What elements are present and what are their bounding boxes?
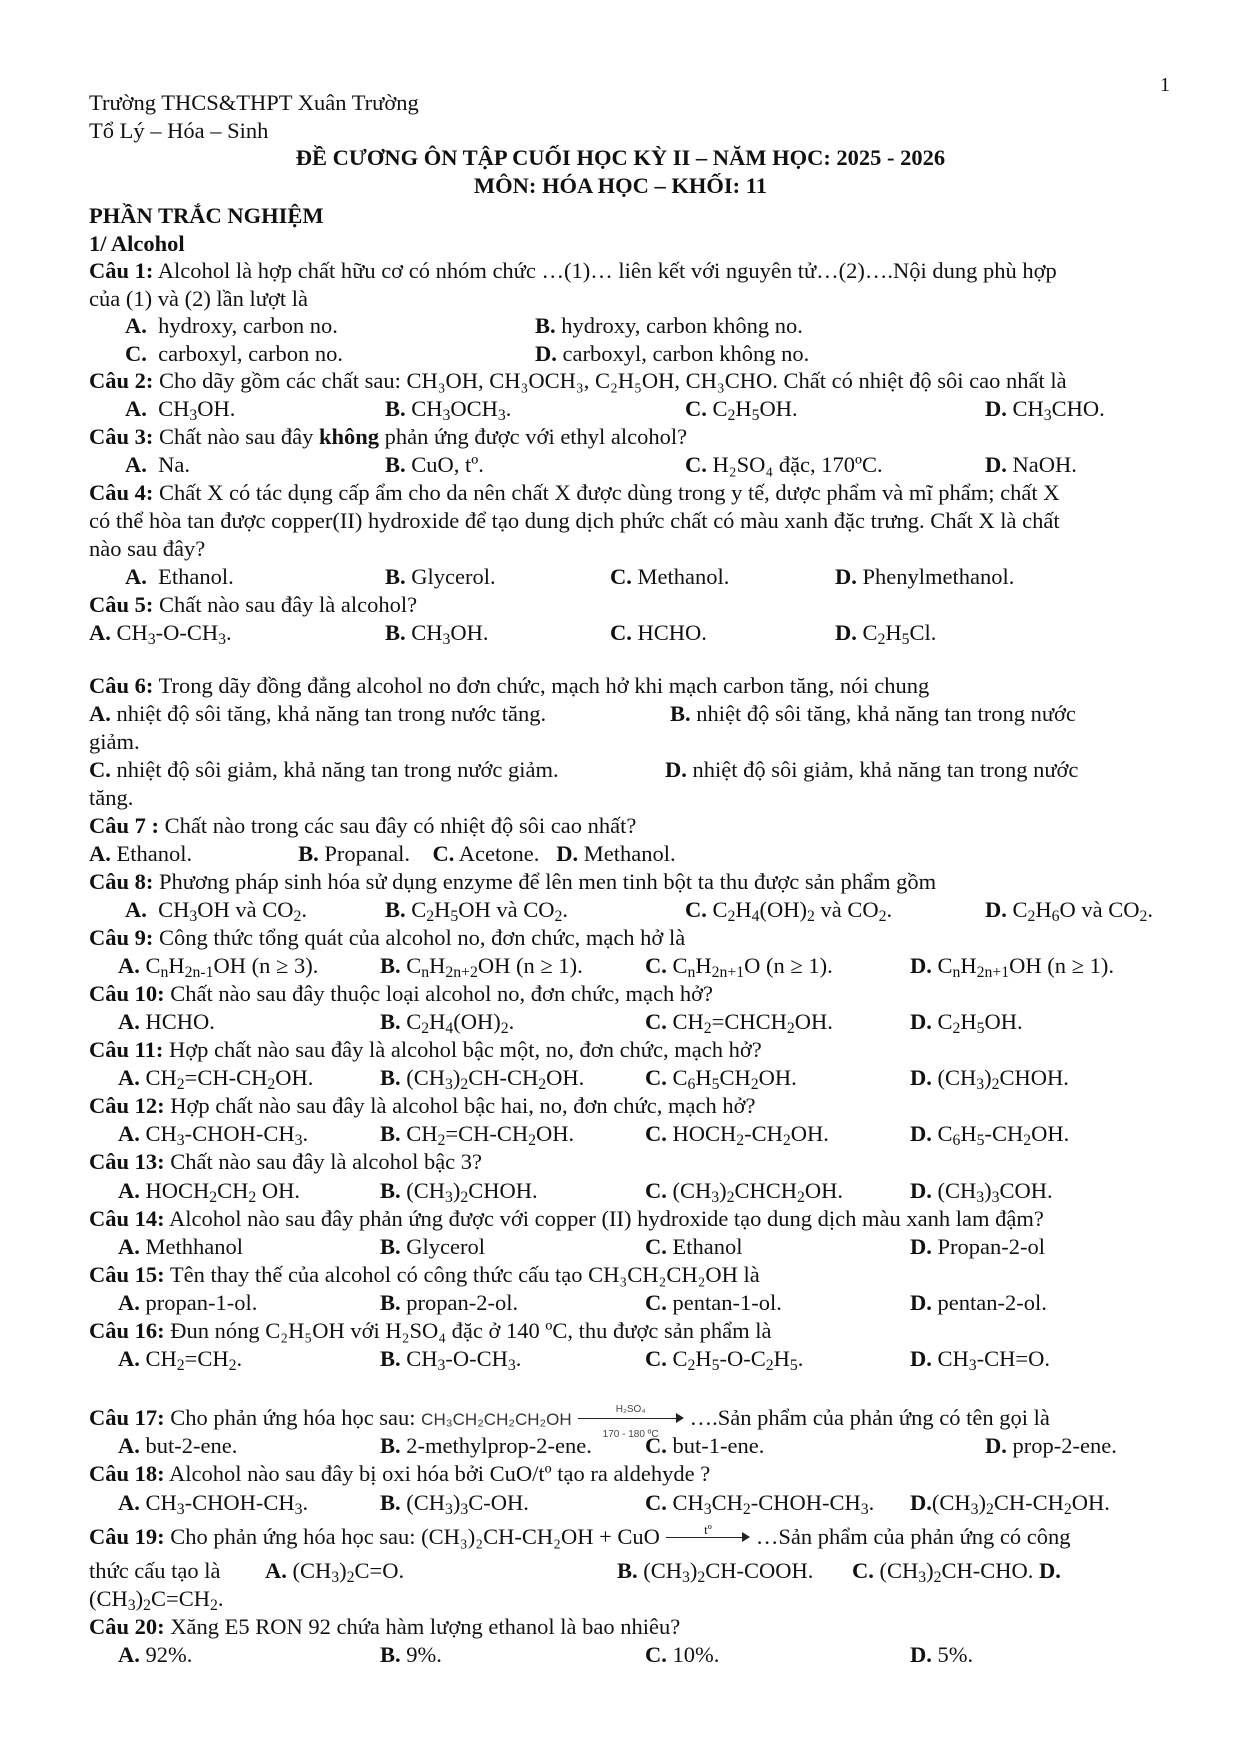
document-title: ĐỀ CƯƠNG ÔN TẬP CUỐI HỌC KỲ II – NĂM HỌC: 2025 - 2026: [295, 145, 946, 170]
q16-option-a: A. $CH_2=CH_2$.: [118, 1346, 243, 1374]
q13-option-b: B. $(CH_3)_2CHOH$.: [380, 1178, 538, 1206]
question-11: Câu 11: Hợp chất nào sau đây là alcohol bậc một, no, đơn chức, mạch hở?: [89, 1037, 762, 1062]
q4-option-c: C. Methanol.: [610, 564, 730, 589]
q5-option-c: C. HCHO.: [610, 620, 707, 645]
question-1-line-2: của (1) và (2) lần lượt là: [89, 286, 309, 311]
q9-option-c: C. $C_nH_{2n+1}O$ (n ≥ 1).: [645, 953, 833, 981]
q16-option-d: D. $CH_3-CH=O$.: [910, 1346, 1050, 1374]
q5-option-b: B. $CH_3OH$.: [385, 620, 489, 648]
q17-option-c: C. but-1-ene.: [645, 1433, 765, 1458]
q9-option-b: B. $C_nH_{2n+2}OH$ (n ≥ 1).: [380, 953, 583, 981]
q10-option-a: A. HCHO.: [118, 1009, 215, 1034]
question-5: Câu 5: Chất nào sau đây là alcohol?: [89, 592, 418, 617]
q13-option-a: A. $HOCH_2CH_2$ OH.: [118, 1178, 301, 1206]
q10-option-d: D. $C_2H_5OH$.: [910, 1009, 1023, 1037]
q15-option-c: C. pentan-1-ol.: [645, 1290, 782, 1315]
question-4-line-3: nào sau đây?: [89, 536, 206, 561]
q13-option-c: C. $(CH_3)_2CHCH_2OH$.: [645, 1178, 844, 1206]
q8-option-d: D. $C_2H_6O$ và $CO_2$.: [985, 897, 1154, 925]
question-15: Câu 15: Tên thay thế của alcohol có công thức cấu tạo CH₃CH₂CH₂OH là: [89, 1262, 760, 1287]
q19-option-d: $(CH_3)_2C=CH_2$.: [89, 1586, 224, 1614]
q7-options: [89, 841, 676, 867]
document-subtitle: MÔN: HÓA HỌC – KHỐI: 11: [473, 173, 768, 198]
q11-option-d: D. $(CH_3)_2CHOH$.: [910, 1065, 1069, 1093]
school-name: Trường THCS&THPT Xuân Trường: [89, 90, 419, 115]
q1-option-d: D. carboxyl, carbon không no.: [535, 341, 810, 366]
page-number: 1: [1160, 74, 1170, 96]
q18-option-d: $D.(CH_3)_2CH-CH_2OH$.: [910, 1490, 1110, 1518]
q4-option-b: B. Glycerol.: [385, 564, 496, 589]
question-3: Câu 3: Chất nào sau đây không phản ứng được với ethyl alcohol?: [89, 424, 688, 449]
q12-option-b: B. $CH_2=CH-CH_2OH$.: [380, 1121, 575, 1149]
question-18: Câu 18: Alcohol nào sau đây bị oxi hóa bởi CuO/tº tạo ra aldehyde ?: [89, 1461, 711, 1486]
q13-option-d: D. $(CH_3)_3COH$.: [910, 1178, 1053, 1206]
q8-option-b: B. $C_2H_5OH$ và $CO_2$.: [385, 897, 569, 925]
question-4: Câu 4: Chất X có tác dụng cấp ẩm cho da nên chất X được dùng trong y tế, dược phẩm và mĩ phẩm; chất X: [89, 480, 1060, 505]
q20-option-b: B. 9%.: [380, 1642, 442, 1667]
q2-option-b: B. $CH_3OCH_3$.: [385, 396, 512, 424]
q14-option-a: A. Methhanol: [118, 1234, 243, 1259]
q17-option-d: D. prop-2-ene.: [985, 1433, 1117, 1458]
q6-option-b: B. nhiệt độ sôi tăng, khả năng tan trong nước: [670, 701, 1076, 726]
q7-option-a: A. Ethanol.: [89, 841, 193, 866]
q8-option-a: A. $CH_3OH$ và $CO_2$.: [125, 897, 308, 925]
q1-option-b: B. hydroxy, carbon không no.: [535, 313, 803, 338]
question-19-line-2: thức cấu tạo là: [89, 1558, 221, 1583]
q6-option-b-line-2: giảm.: [89, 729, 140, 754]
q19-option-a: A. $(CH_3)_2C=O$.: [265, 1558, 405, 1586]
topic-heading: 1/ Alcohol: [89, 231, 185, 256]
q11-option-b: B. $(CH_3)_2CH-CH_2OH$.: [380, 1065, 585, 1093]
question-6: Câu 6: Trong dãy đồng đẳng alcohol no đơn chức, mạch hở khi mạch carbon tăng, nói chung: [89, 673, 930, 698]
q9-option-d: D. $C_nH_{2n+1}OH$ (n ≥ 1).: [910, 953, 1114, 981]
q17-option-a: A. but-2-ene.: [118, 1433, 238, 1458]
question-2: Câu 2: Cho dãy gồm các chất sau: CH₃OH, CH₃OCH₃, C₂H₅OH, CH₃CHO. Chất có nhiệt độ sôi cao nhất là: [89, 368, 1067, 393]
q20-option-d: D. 5%.: [910, 1642, 974, 1667]
question-19: Câu 19: Cho phản ứng hóa học sau: (CH₃)₂CH-CH₂OH + CuO tº …Sản phẩm của phản ứng có công: [89, 1522, 1071, 1549]
q10-option-b: B. $C_2H_4(OH)_2$.: [380, 1009, 515, 1037]
question-10: Câu 10: Chất nào sau đây thuộc loại alcohol no, đơn chức, mạch hở?: [89, 981, 713, 1006]
reaction-arrow: $\frac{\text{H₂SO₄}}{\text{170 - 180 ºC}}$: [576, 1405, 686, 1431]
q2-option-a: A. $CH_3OH$.: [125, 396, 236, 424]
question-9: Câu 9: Công thức tổng quát của alcohol no, đơn chức, mạch hở là: [89, 925, 686, 950]
q12-option-d: D. $C_6H_5-CH_2OH$.: [910, 1121, 1070, 1149]
q9-option-a: A. $C_nH_{2n-1}OH$ (n ≥ 3).: [118, 953, 319, 981]
q18-option-a: A. $CH_3-CHOH-CH_3$.: [118, 1490, 309, 1518]
q14-option-b: B. Glycerol: [380, 1234, 485, 1259]
q3-option-a: A. Na.: [125, 452, 190, 477]
q1-option-c: C. carboxyl, carbon no.: [125, 341, 344, 366]
q12-option-c: C. $HOCH_2-CH_2OH$.: [645, 1121, 829, 1149]
q14-option-d: D. Propan-2-ol: [910, 1234, 1045, 1259]
question-text: Alcohol là hợp chất hữu cơ có nhóm chức …(1)… liên kết với nguyên tử…(2)….Nội dung phù hợp: [153, 258, 1057, 283]
q6-option-d-line-2: tăng.: [89, 785, 134, 810]
q15-option-b: B. propan-2-ol.: [380, 1290, 519, 1315]
q15-option-d: D. pentan-2-ol.: [910, 1290, 1047, 1315]
q5-option-d: D. $C_2H_5Cl$.: [835, 620, 937, 648]
reaction-arrow: tº: [664, 1524, 752, 1550]
question-13: Câu 13: Chất nào sau đây là alcohol bậc 3?: [89, 1149, 483, 1174]
q2-option-c: C. $C_2H_5OH$.: [685, 396, 798, 424]
q18-option-c: C. $CH_3CH_2-CHOH-CH_3$.: [645, 1490, 875, 1518]
section-heading: PHẦN TRẮC NGHIỆM: [89, 203, 324, 228]
q18-option-b: B. $(CH_3)_3C-OH$.: [380, 1490, 529, 1518]
q7-option-d: D. Methanol.: [556, 841, 676, 866]
q6-option-c: C. nhiệt độ sôi giảm, khả năng tan trong nước giảm.: [89, 757, 559, 782]
q17-option-b: B. 2-methylprop-2-ene.: [380, 1433, 592, 1458]
q11-option-a: A. $CH_2=CH-CH_2OH$.: [118, 1065, 314, 1093]
q1-option-a: A. hydroxy, carbon no.: [125, 313, 338, 338]
question-14: Câu 14: Alcohol nào sau đây phản ứng được với copper (II) hydroxide tạo dung dịch màu xanh lam đậm?: [89, 1206, 1044, 1231]
question-8: Câu 8: Phương pháp sinh hóa sử dụng enzyme để lên men tinh bột ta thu được sản phẩm gồm: [89, 869, 937, 894]
question-4-line-2: có thể hòa tan được copper(II) hydroxide để tạo dung dịch phức chất có màu xanh đặc trưng. Chất X là chất: [89, 508, 1060, 533]
q7-option-b: B. Propanal.: [298, 841, 410, 866]
question-12: Câu 12: Hợp chất nào sau đây là alcohol bậc hai, no, đơn chức, mạch hở?: [89, 1093, 756, 1118]
q3-option-d: D. NaOH.: [985, 452, 1077, 477]
q12-option-a: A. $CH_3-CHOH-CH_3$.: [118, 1121, 309, 1149]
q6-option-a: A. nhiệt độ sôi tăng, khả năng tan trong nước tăng.: [89, 701, 547, 726]
question-16: Câu 16: Đun nóng C₂H₅OH với H₂SO₄ đặc ở 140 ºC, thu được sản phẩm là: [89, 1318, 772, 1343]
q5-option-a: A. $CH_3-O-CH_3$.: [89, 620, 232, 648]
question-7: Câu 7 : Chất nào trong các sau đây có nhiệt độ sôi cao nhất?: [89, 813, 637, 838]
question-label: Câu 1:: [89, 258, 154, 283]
q16-option-c: C. $C_2H_5-O-C_2H_5$.: [645, 1346, 804, 1374]
question-1: [89, 258, 1057, 284]
q11-option-c: C. $C_6H_5CH_2OH$.: [645, 1065, 797, 1093]
q19-option-c: C. $(CH_3)_2CH$-CHO. D.: [852, 1558, 1061, 1586]
department-name: Tổ Lý – Hóa – Sinh: [89, 118, 269, 143]
q8-option-c: C. $C_2H_4(OH)_2$ và $CO_2$.: [685, 897, 893, 925]
q20-option-c: C. 10%.: [645, 1642, 720, 1667]
q3-option-b: B. CuO, tº.: [385, 452, 484, 477]
question-17: Câu 17: Cho phản ứng hóa học sau: CH₃CH₂CH₂CH₂OH $\frac{\text{H₂SO₄}}{\text{170 - 180 ºC}}$ ….Sản phẩm của phản ứng có tên gọi là: [89, 1404, 1050, 1440]
q20-option-a: A. 92%.: [118, 1642, 193, 1667]
q2-option-d: D. $CH_3CHO$.: [985, 396, 1105, 424]
reaction-reactant: CH₃CH₂CH₂CH₂OH: [421, 1410, 572, 1429]
q14-option-c: C. Ethanol: [645, 1234, 743, 1259]
q10-option-c: C. $CH_2=CHCH_2OH$.: [645, 1009, 833, 1037]
q3-option-c: C. H₂SO₄ đặc, 170ºC.: [685, 452, 883, 477]
q19-option-b: B. $(CH_3)_2CH$-COOH.: [617, 1558, 814, 1586]
q16-option-b: B. $CH_3-O-CH_3$.: [380, 1346, 522, 1374]
q15-option-a: A. propan-1-ol.: [118, 1290, 258, 1315]
q6-option-d: D. nhiệt độ sôi giảm, khả năng tan trong nước: [665, 757, 1079, 782]
question-20: Câu 20: Xăng E5 RON 92 chứa hàm lượng ethanol là bao nhiêu?: [89, 1614, 681, 1639]
q4-option-a: A. Ethanol.: [125, 564, 234, 589]
q7-option-c: C. Acetone.: [432, 841, 540, 866]
q4-option-d: D. Phenylmethanol.: [835, 564, 1015, 589]
